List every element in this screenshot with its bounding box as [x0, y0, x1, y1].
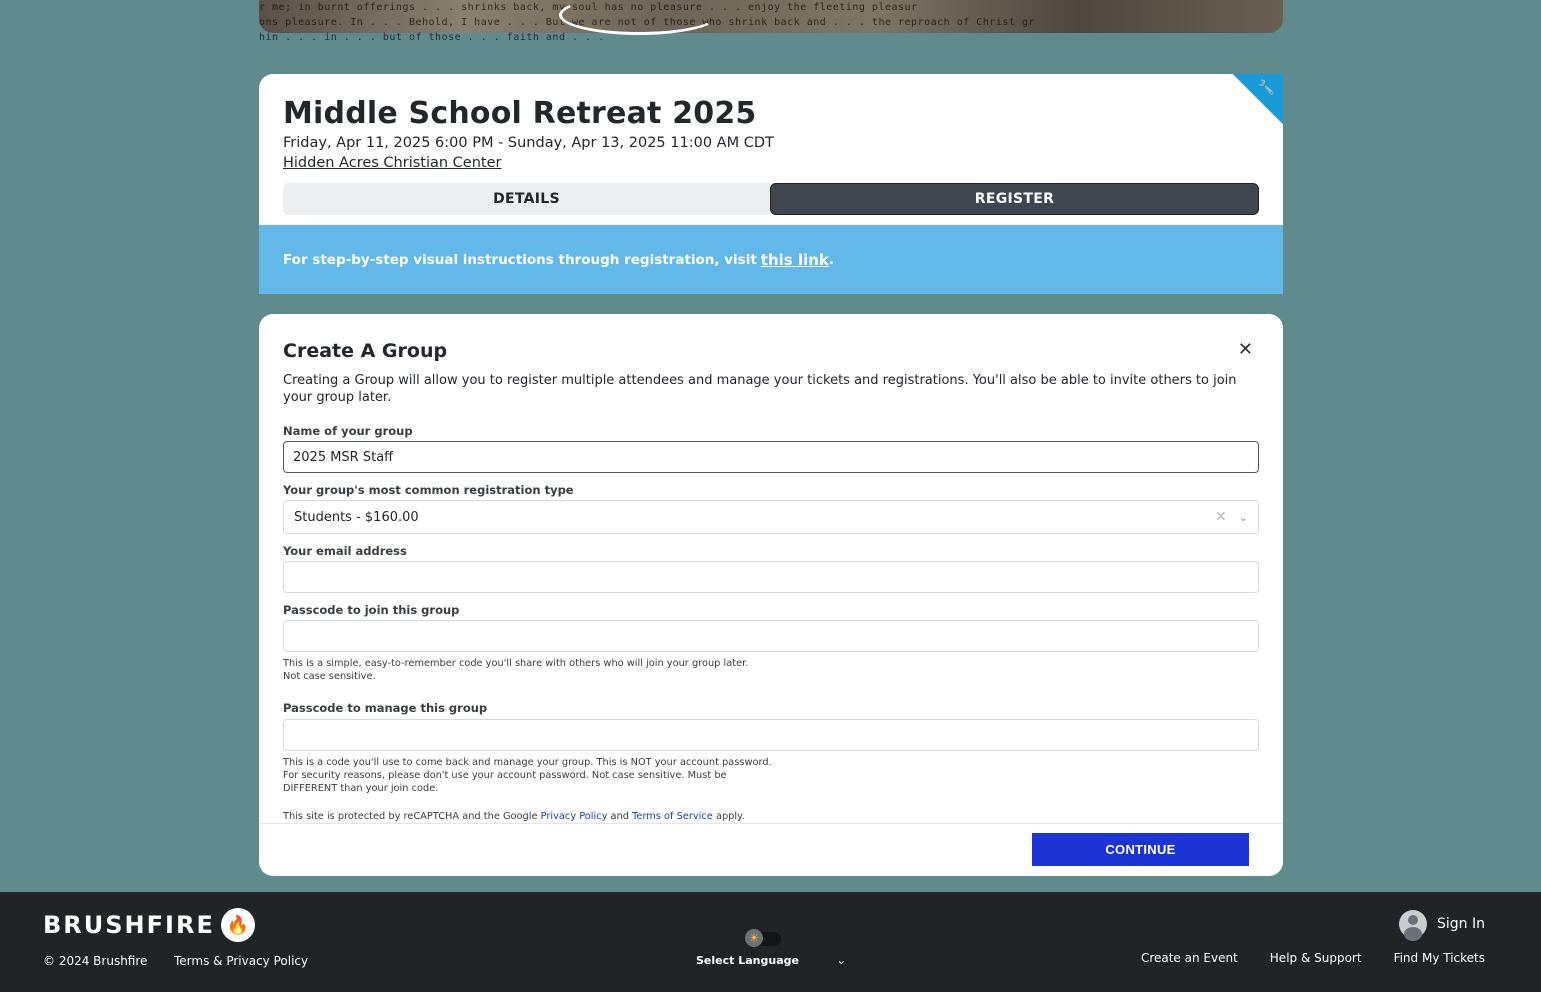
event-dates: Friday, Apr 11, 2025 6:00 PM - Sunday, Apr 13, 2025 11:00 AM CDT	[283, 135, 774, 151]
email-label: Your email address	[283, 544, 407, 558]
instructions-suffix: .	[828, 251, 835, 268]
language-select-label: Select Language	[696, 954, 799, 967]
event-venue-link[interactable]: Hidden Acres Christian Center	[283, 155, 502, 171]
group-name-label: Name of your group	[283, 424, 413, 438]
create-event-link[interactable]: Create an Event	[1140, 951, 1238, 965]
find-my-tickets-link[interactable]: Find My Tickets	[1393, 951, 1485, 965]
footer-links	[1141, 951, 1485, 965]
event-banner-image	[259, 0, 1283, 43]
recaptcha-and: and	[610, 811, 629, 822]
registration-type-value: Students - $160.00	[294, 509, 419, 525]
admin-edit-button[interactable]	[1233, 74, 1283, 124]
recaptcha-suffix: apply.	[715, 811, 745, 822]
join-passcode-label: Passcode to join this group	[283, 603, 460, 617]
registration-type-label: Your group's most common registration type	[283, 483, 574, 497]
theme-toggle[interactable]	[747, 932, 781, 946]
email-field[interactable]	[283, 561, 1259, 593]
form-divider	[259, 823, 1283, 824]
event-header-card	[259, 74, 1283, 294]
clear-icon[interactable]: ✕	[1215, 509, 1227, 525]
tab-details[interactable]: DETAILS	[493, 191, 560, 207]
registration-type-select[interactable]	[283, 500, 1259, 534]
brushfire-logo[interactable]	[43, 908, 255, 942]
sun-icon: ☀	[745, 929, 763, 947]
join-passcode-input[interactable]	[283, 620, 1259, 652]
brand-name: BRUSHFIRE	[43, 911, 215, 939]
banner-text-line: r me; in burnt offerings . . . shrinks back, my soul has no pleasure . . . enjoy the fleeting pleasur	[259, 2, 918, 13]
help-support-link[interactable]: Help & Support	[1269, 951, 1362, 965]
create-group-card	[259, 314, 1283, 876]
wrench-icon: 🔧	[1257, 80, 1275, 96]
group-name-input[interactable]	[283, 441, 1259, 473]
copyright-text: © 2024 Brushfire	[43, 954, 148, 968]
site-footer	[0, 892, 1541, 992]
sign-in-button[interactable]	[1399, 910, 1485, 938]
event-title: Middle School Retreat 2025	[283, 96, 757, 131]
privacy-policy-link[interactable]: Privacy Policy	[540, 811, 608, 822]
sign-in-label: Sign In	[1437, 916, 1485, 932]
manage-passcode-label: Passcode to manage this group	[283, 701, 488, 715]
recaptcha-prefix: This site is protected by reCAPTCHA and the Google	[283, 811, 538, 822]
recaptcha-notice	[283, 811, 745, 822]
chevron-down-icon[interactable]: ⌄	[1238, 510, 1248, 524]
form-description: Creating a Group will allow you to register multiple attendees and manage your tickets and registrations. You'll also be able to invite others to join your group later.	[283, 373, 1237, 405]
event-tabs	[283, 183, 1259, 215]
form-title: Create A Group	[283, 340, 448, 362]
instructions-link[interactable]: this link	[760, 250, 829, 269]
close-icon[interactable]: ✕	[1237, 339, 1253, 360]
banner-text-line: ons pleasure. In . . . Behold, I have . . . But we are not of those who shrink back and . . . the reproach of Christ gr	[259, 17, 1035, 28]
terms-privacy-link[interactable]: Terms & Privacy Policy	[174, 954, 309, 968]
banner-text-line: hin . . . in . . . but of those . . . faith and . . .	[259, 32, 605, 43]
language-select[interactable]	[696, 954, 846, 967]
flame-icon: 🔥	[221, 908, 255, 942]
terms-of-service-link[interactable]: Terms of Service	[632, 811, 713, 822]
join-passcode-help: This is a simple, easy-to-remember code you'll share with others who will join your group later. Not case sensitive.	[283, 658, 749, 682]
instructions-text: For step-by-step visual instructions through registration, visit	[283, 251, 757, 268]
chevron-down-icon: ⌄	[836, 954, 846, 967]
manage-passcode-help: This is a code you'll use to come back and manage your group. This is NOT your account password. For security reasons, please don't use your account password. Not case sensitive. Must be DIFFERENT than your join code.	[283, 757, 772, 794]
tab-register[interactable]: REGISTER	[770, 183, 1259, 215]
user-avatar-icon	[1399, 910, 1427, 938]
manage-passcode-input[interactable]	[283, 719, 1259, 751]
banner-scripture-text	[259, 0, 1283, 45]
continue-button[interactable]: CONTINUE	[1032, 833, 1249, 866]
instructions-banner	[259, 225, 1283, 294]
